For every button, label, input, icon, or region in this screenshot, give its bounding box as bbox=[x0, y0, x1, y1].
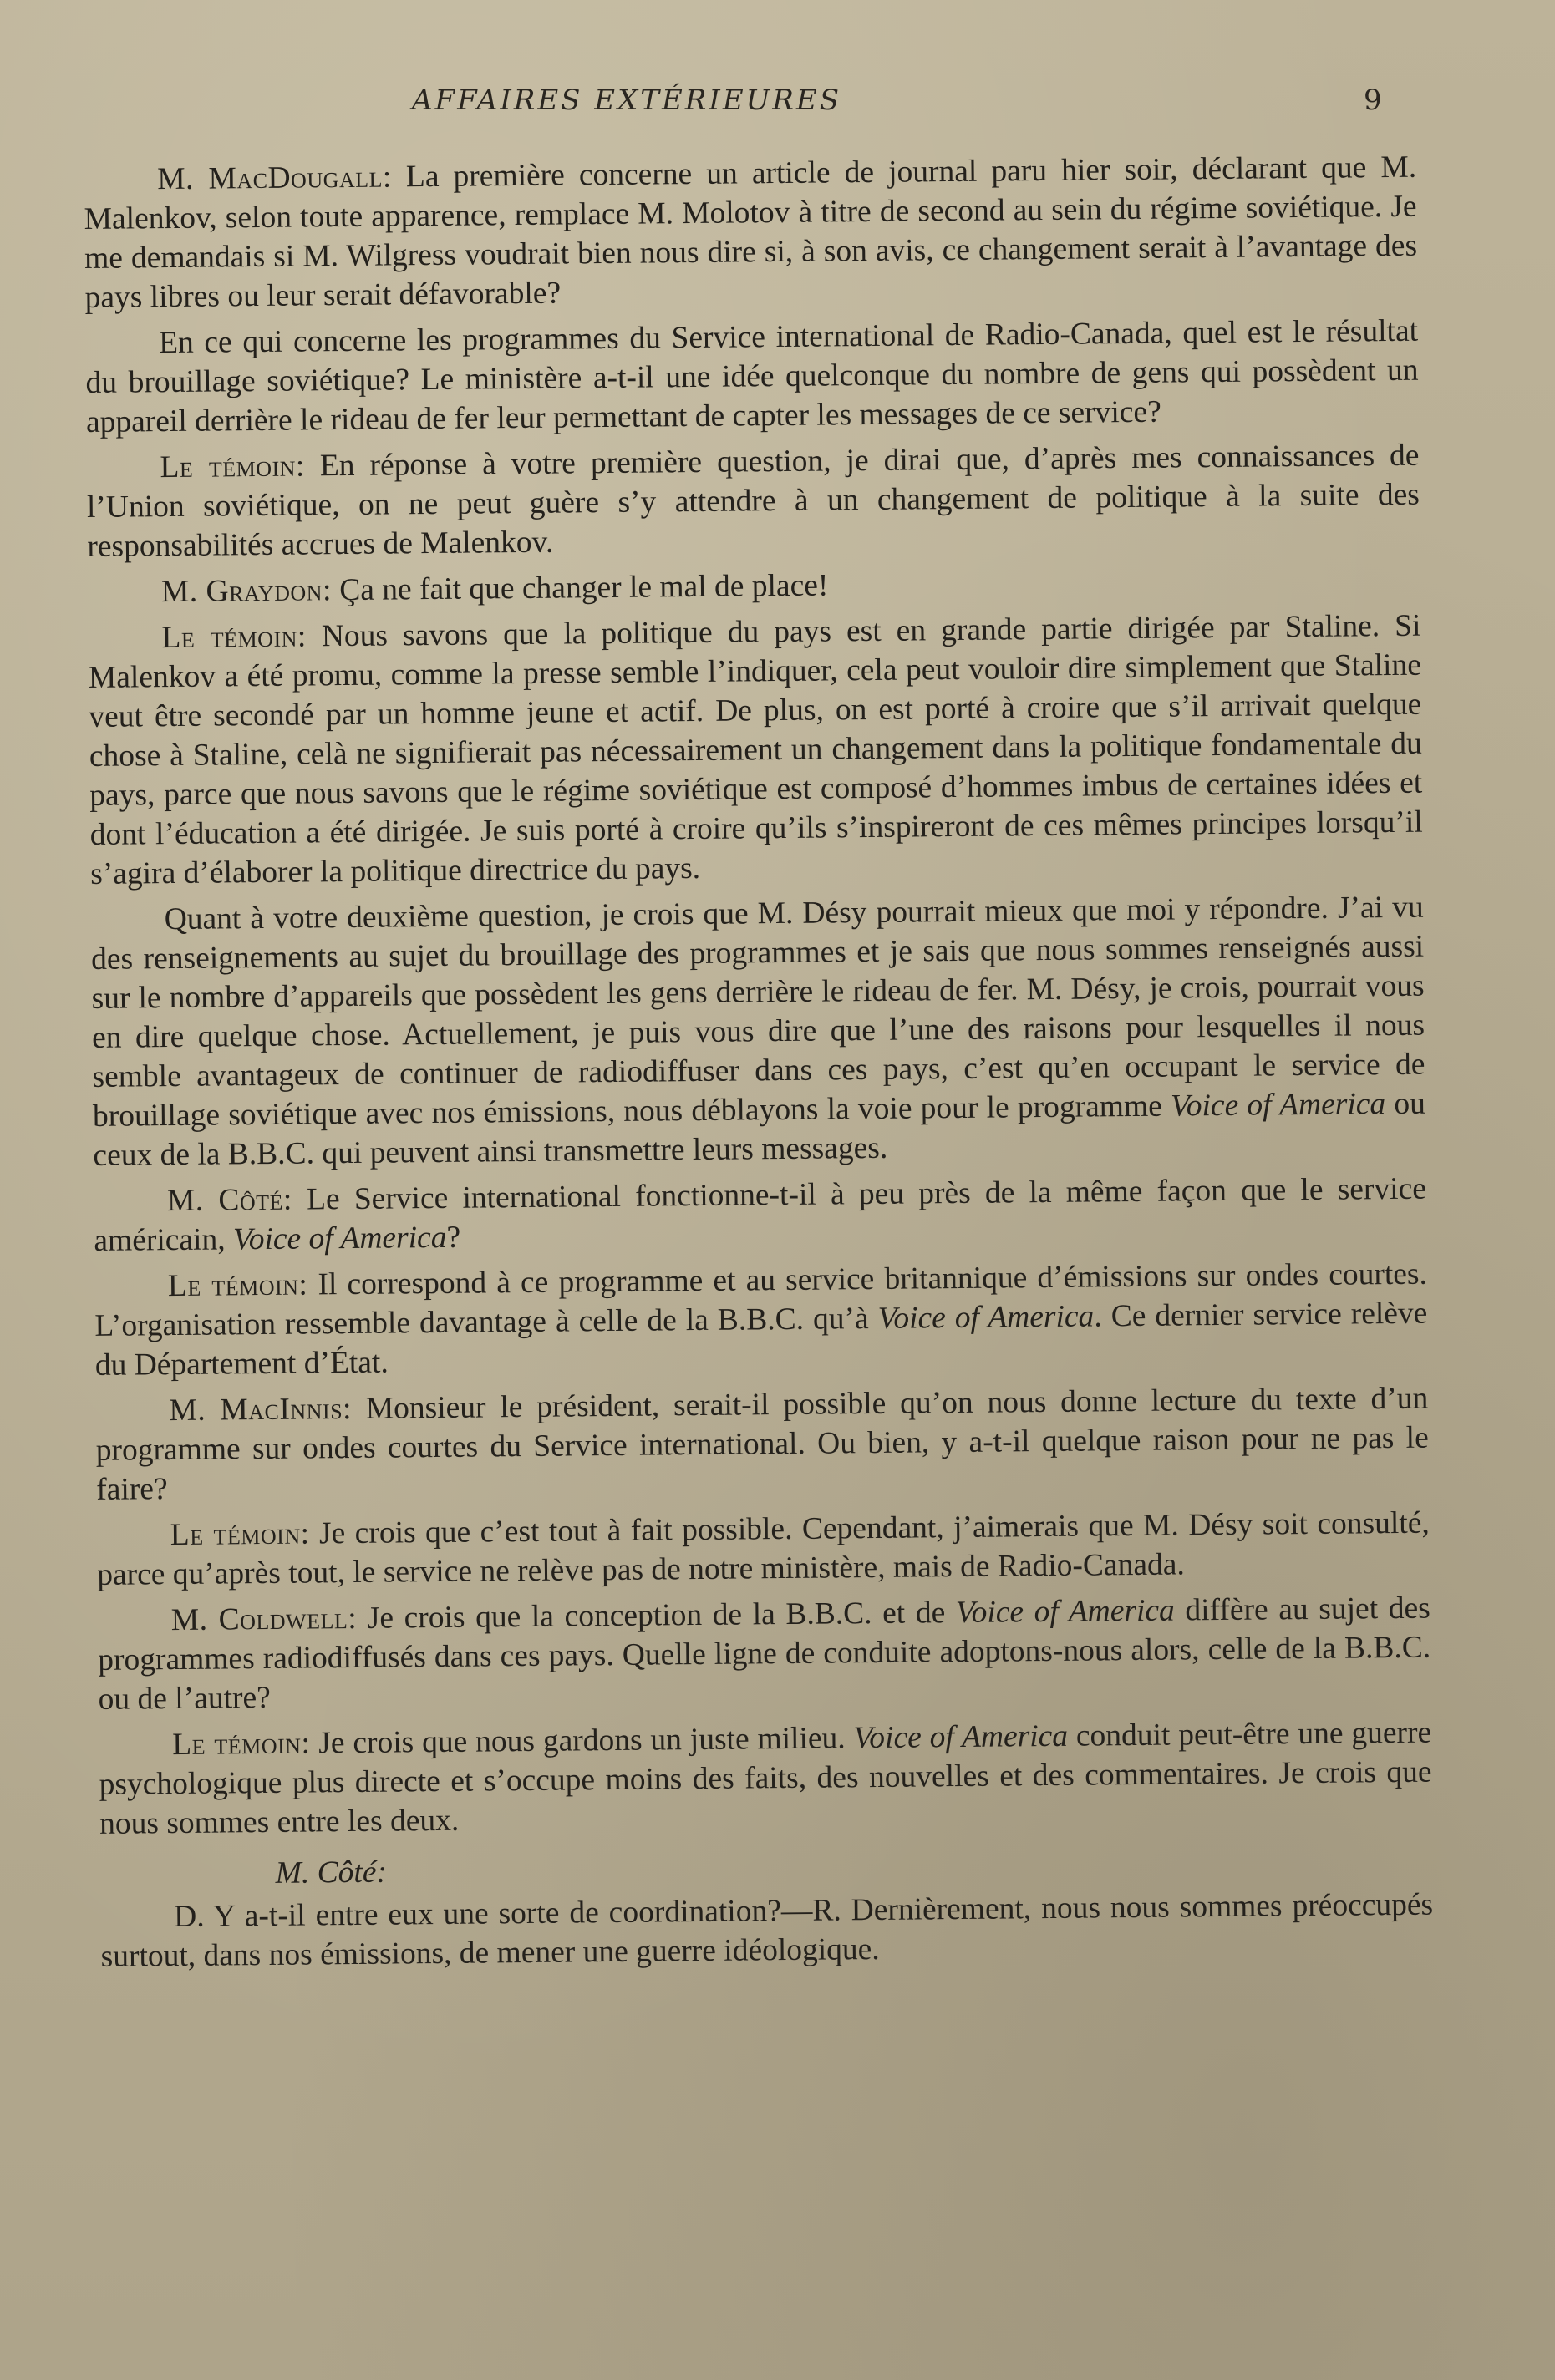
speaker-label: Le témoin: bbox=[172, 1726, 311, 1763]
paragraph bbox=[86, 436, 1420, 566]
speaker-label: Le témoin: bbox=[161, 619, 307, 656]
running-head: AFFAIRES EXTÉRIEURES bbox=[411, 84, 842, 117]
speaker-label: M. MacDougall: bbox=[157, 160, 393, 197]
speaker-label: M. Graydon: bbox=[160, 573, 333, 610]
paragraph-text: Je crois que c’est tout à fait possible. Cependant, j’aimerais que M. Désy soit consulté, parce qu’après tout, le service ne relève pas de notre ministère, mais de Radio-Canada. bbox=[97, 1505, 1430, 1592]
italic-title: Voice of America bbox=[955, 1593, 1176, 1631]
paragraph-text: En ce qui concerne les programmes du Service international de Radio-Canada, quel est le résultat du brouillage soviétique? Le ministère a-t-il une idée quelconque du nombre de gens qui possèdent un appareil derrière le rideau de fer leur permettant de capter les messages de ce service? bbox=[85, 313, 1419, 439]
paragraph-text: En réponse à votre première question, je dirai que, d’après mes connaissances de l’Union soviétique, on ne peut guère s’y attendre à un changement de politique à la suite des responsabilités accrues de Malenkov. bbox=[86, 438, 1420, 564]
paragraph bbox=[95, 1379, 1429, 1510]
page-number: 9 bbox=[1364, 84, 1382, 117]
speaker-label: M. MacInnis: bbox=[169, 1391, 353, 1429]
paragraph bbox=[88, 561, 1420, 612]
paragraph-text: Il correspond à ce programme et au service britannique d’émissions sur ondes courtes. L’organisation ressemble davantage à celle de la B.B.C. qu’à bbox=[94, 1256, 1428, 1343]
paragraph bbox=[85, 312, 1419, 442]
speaker-label: M. Coldwell: bbox=[170, 1601, 358, 1638]
paragraph bbox=[99, 1713, 1432, 1844]
paragraph bbox=[88, 606, 1423, 894]
paragraph-text: Monsieur le président, serait-il possible qu’on nous donne lecture du texte d’un programme sur ondes courtes du Service international. Ou bien, y a-t-il quelque raison pour ne pas le faire? bbox=[95, 1381, 1429, 1507]
paragraph bbox=[91, 888, 1426, 1175]
speaker-label: M. Côté: bbox=[166, 1182, 293, 1219]
page-header bbox=[0, 84, 1555, 134]
speaker-label: Le témoin: bbox=[170, 1516, 310, 1553]
italic-title: Voice of America bbox=[232, 1220, 447, 1257]
italic-title: Voice of America bbox=[853, 1718, 1069, 1756]
paragraph-text: Nous savons que la politique du pays est en grande partie dirigée par Staline. Si Malenkov a été promu, comme la presse semble l’indiquer, cela peut vouloir dire simplement que Staline veut être secondé par un homme jeune et actif. De plus, on est porté à croire que s’il arrivait quelque chose à Staline, celà ne signifierait pas nécessairement un changement dans la politique fondamentale du pays, parce que nous savons que le régime soviétique est composé d’hommes imbus de certaines idées et dont l’éducation a été dirigée. Je suis porté à croire qu’ils s’inspireront de ces mêmes principes lorsqu’il s’agira d’élaborer la politique directrice du pays. bbox=[88, 608, 1423, 891]
qa-heading: M. Côté: bbox=[275, 1855, 388, 1890]
body-text bbox=[84, 148, 1434, 1977]
paragraph bbox=[84, 148, 1418, 317]
paragraph bbox=[98, 1589, 1431, 1719]
speaker-label: Le témoin: bbox=[167, 1267, 308, 1304]
paragraph-text-after: . Ce dernier service relève du Département d’État. bbox=[94, 1296, 1428, 1383]
italic-title: Voice of America bbox=[877, 1299, 1095, 1336]
paragraph bbox=[97, 1504, 1430, 1595]
speaker-label: Le témoin: bbox=[160, 449, 306, 485]
paragraph bbox=[94, 1170, 1427, 1261]
paragraph-text-after: conduit peut-être une guerre psychologique plus directe et s’occupe moins des faits, des nouvelles et des commentaires. Je crois que nous sommes entre les deux. bbox=[99, 1715, 1432, 1841]
qa-text: D. Y a-t-il entre eux une sorte de coordination?—R. Dernièrement, nous nous sommes préoccupés surtout, dans nos émissions, de mener une guerre idéologique. bbox=[100, 1887, 1434, 1974]
italic-title: Voice of America bbox=[1170, 1087, 1386, 1124]
paragraph-text: Ça ne fait que changer le mal de place! bbox=[339, 568, 829, 608]
paragraph-text-after: diffère au sujet des programmes radiodiffusés dans ces pays. Quelle ligne de conduite adoptons-nous alors, celle de la B.B.C. ou de l’autre? bbox=[98, 1591, 1431, 1717]
paragraph-text: Quant à votre deuxième question, je crois que M. Désy pourrait mieux que moi y répondre. J’ai vu des renseignements au sujet du brouillage des programmes et je sais que nous sommes renseignés aussi sur le nombre d’appareils que possèdent les gens derrière le rideau de fer. M. Désy, je crois, pourrait vous en dire quelque chose. Actuellement, je puis vous dire que l’une des raisons pour lesquelles il nous semble avantageux de continuer de radiodiffuser dans ces pays, c’est qu’en occupant le service de brouillage soviétique avec nos émissions, nous déblayons la voie pour le programme bbox=[90, 890, 1425, 1134]
paragraph-text-after: ou ceux de la B.B.C. qui peuvent ainsi transmettre leurs messages. bbox=[93, 1086, 1426, 1173]
paragraph-text-after: ? bbox=[446, 1220, 461, 1255]
paragraph bbox=[94, 1255, 1428, 1385]
paragraph-text: La première concerne un article de journal paru hier soir, déclarant que M. Malenkov, selon toute apparence, remplace M. Molotov à titre de second au sein du régime soviétique. Je me demandais si M. Wilgress voudrait bien nous dire si, à son avis, ce changement serait à l’avantage des pays libres ou leur serait défavorable? bbox=[84, 150, 1418, 315]
paragraph-text: Le Service international fonctionne-t-il à peu près de la même façon que le service américain, bbox=[94, 1171, 1427, 1258]
paragraph-text: Je crois que nous gardons un juste milieu. bbox=[318, 1721, 846, 1761]
paragraph-text: Je crois que la conception de la B.B.C. et de bbox=[367, 1596, 946, 1636]
